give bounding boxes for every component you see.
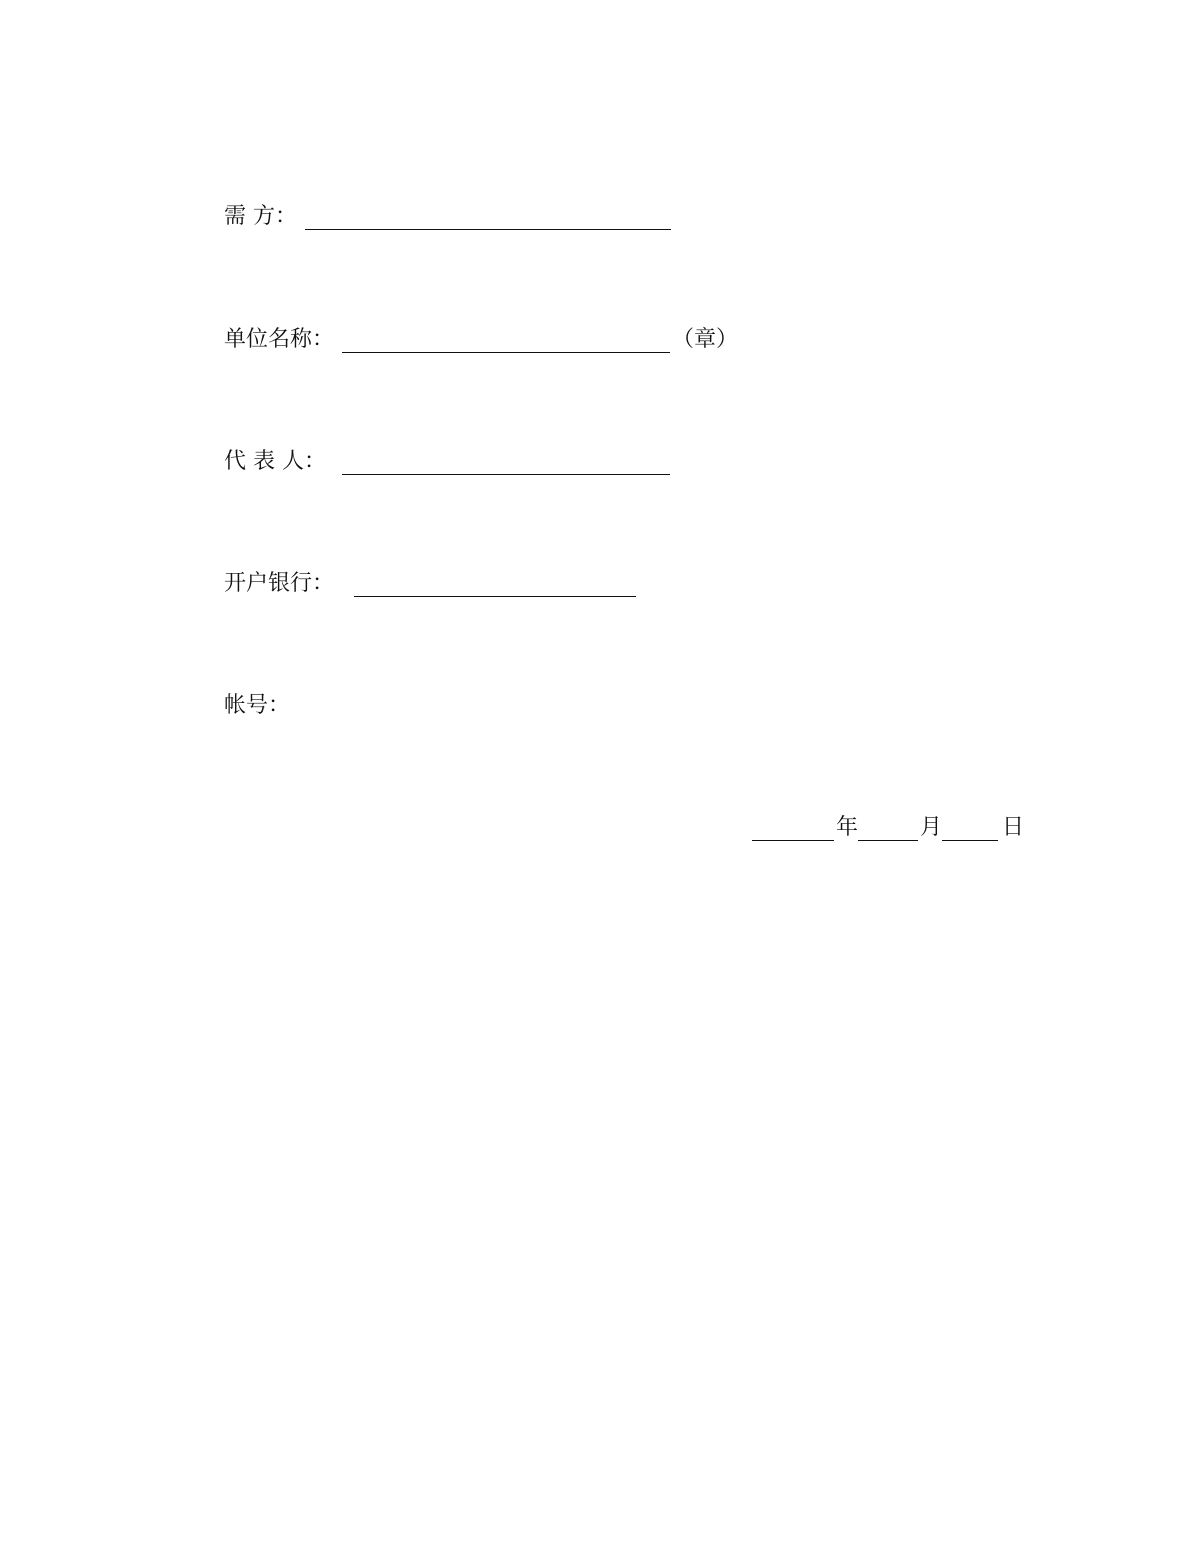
year-label: 年 [836, 815, 859, 840]
account-label: 帐号： [224, 693, 291, 718]
representative-label: 代 表 人： [224, 449, 326, 474]
day-blank[interactable] [942, 812, 998, 841]
unit-name-blank[interactable] [342, 324, 670, 353]
day-label: 日 [1002, 815, 1025, 840]
demand-party-blank[interactable] [305, 201, 671, 230]
month-blank[interactable] [858, 812, 918, 841]
demand-party-label: 需 方： [224, 204, 297, 229]
representative-blank[interactable] [342, 446, 670, 475]
bank-label: 开户银行： [224, 571, 335, 596]
seal-label: （章） [672, 327, 739, 352]
unit-name-label: 单位名称： [224, 327, 335, 352]
year-blank[interactable] [752, 812, 834, 841]
month-label: 月 [920, 815, 943, 840]
bank-blank[interactable] [354, 568, 636, 597]
